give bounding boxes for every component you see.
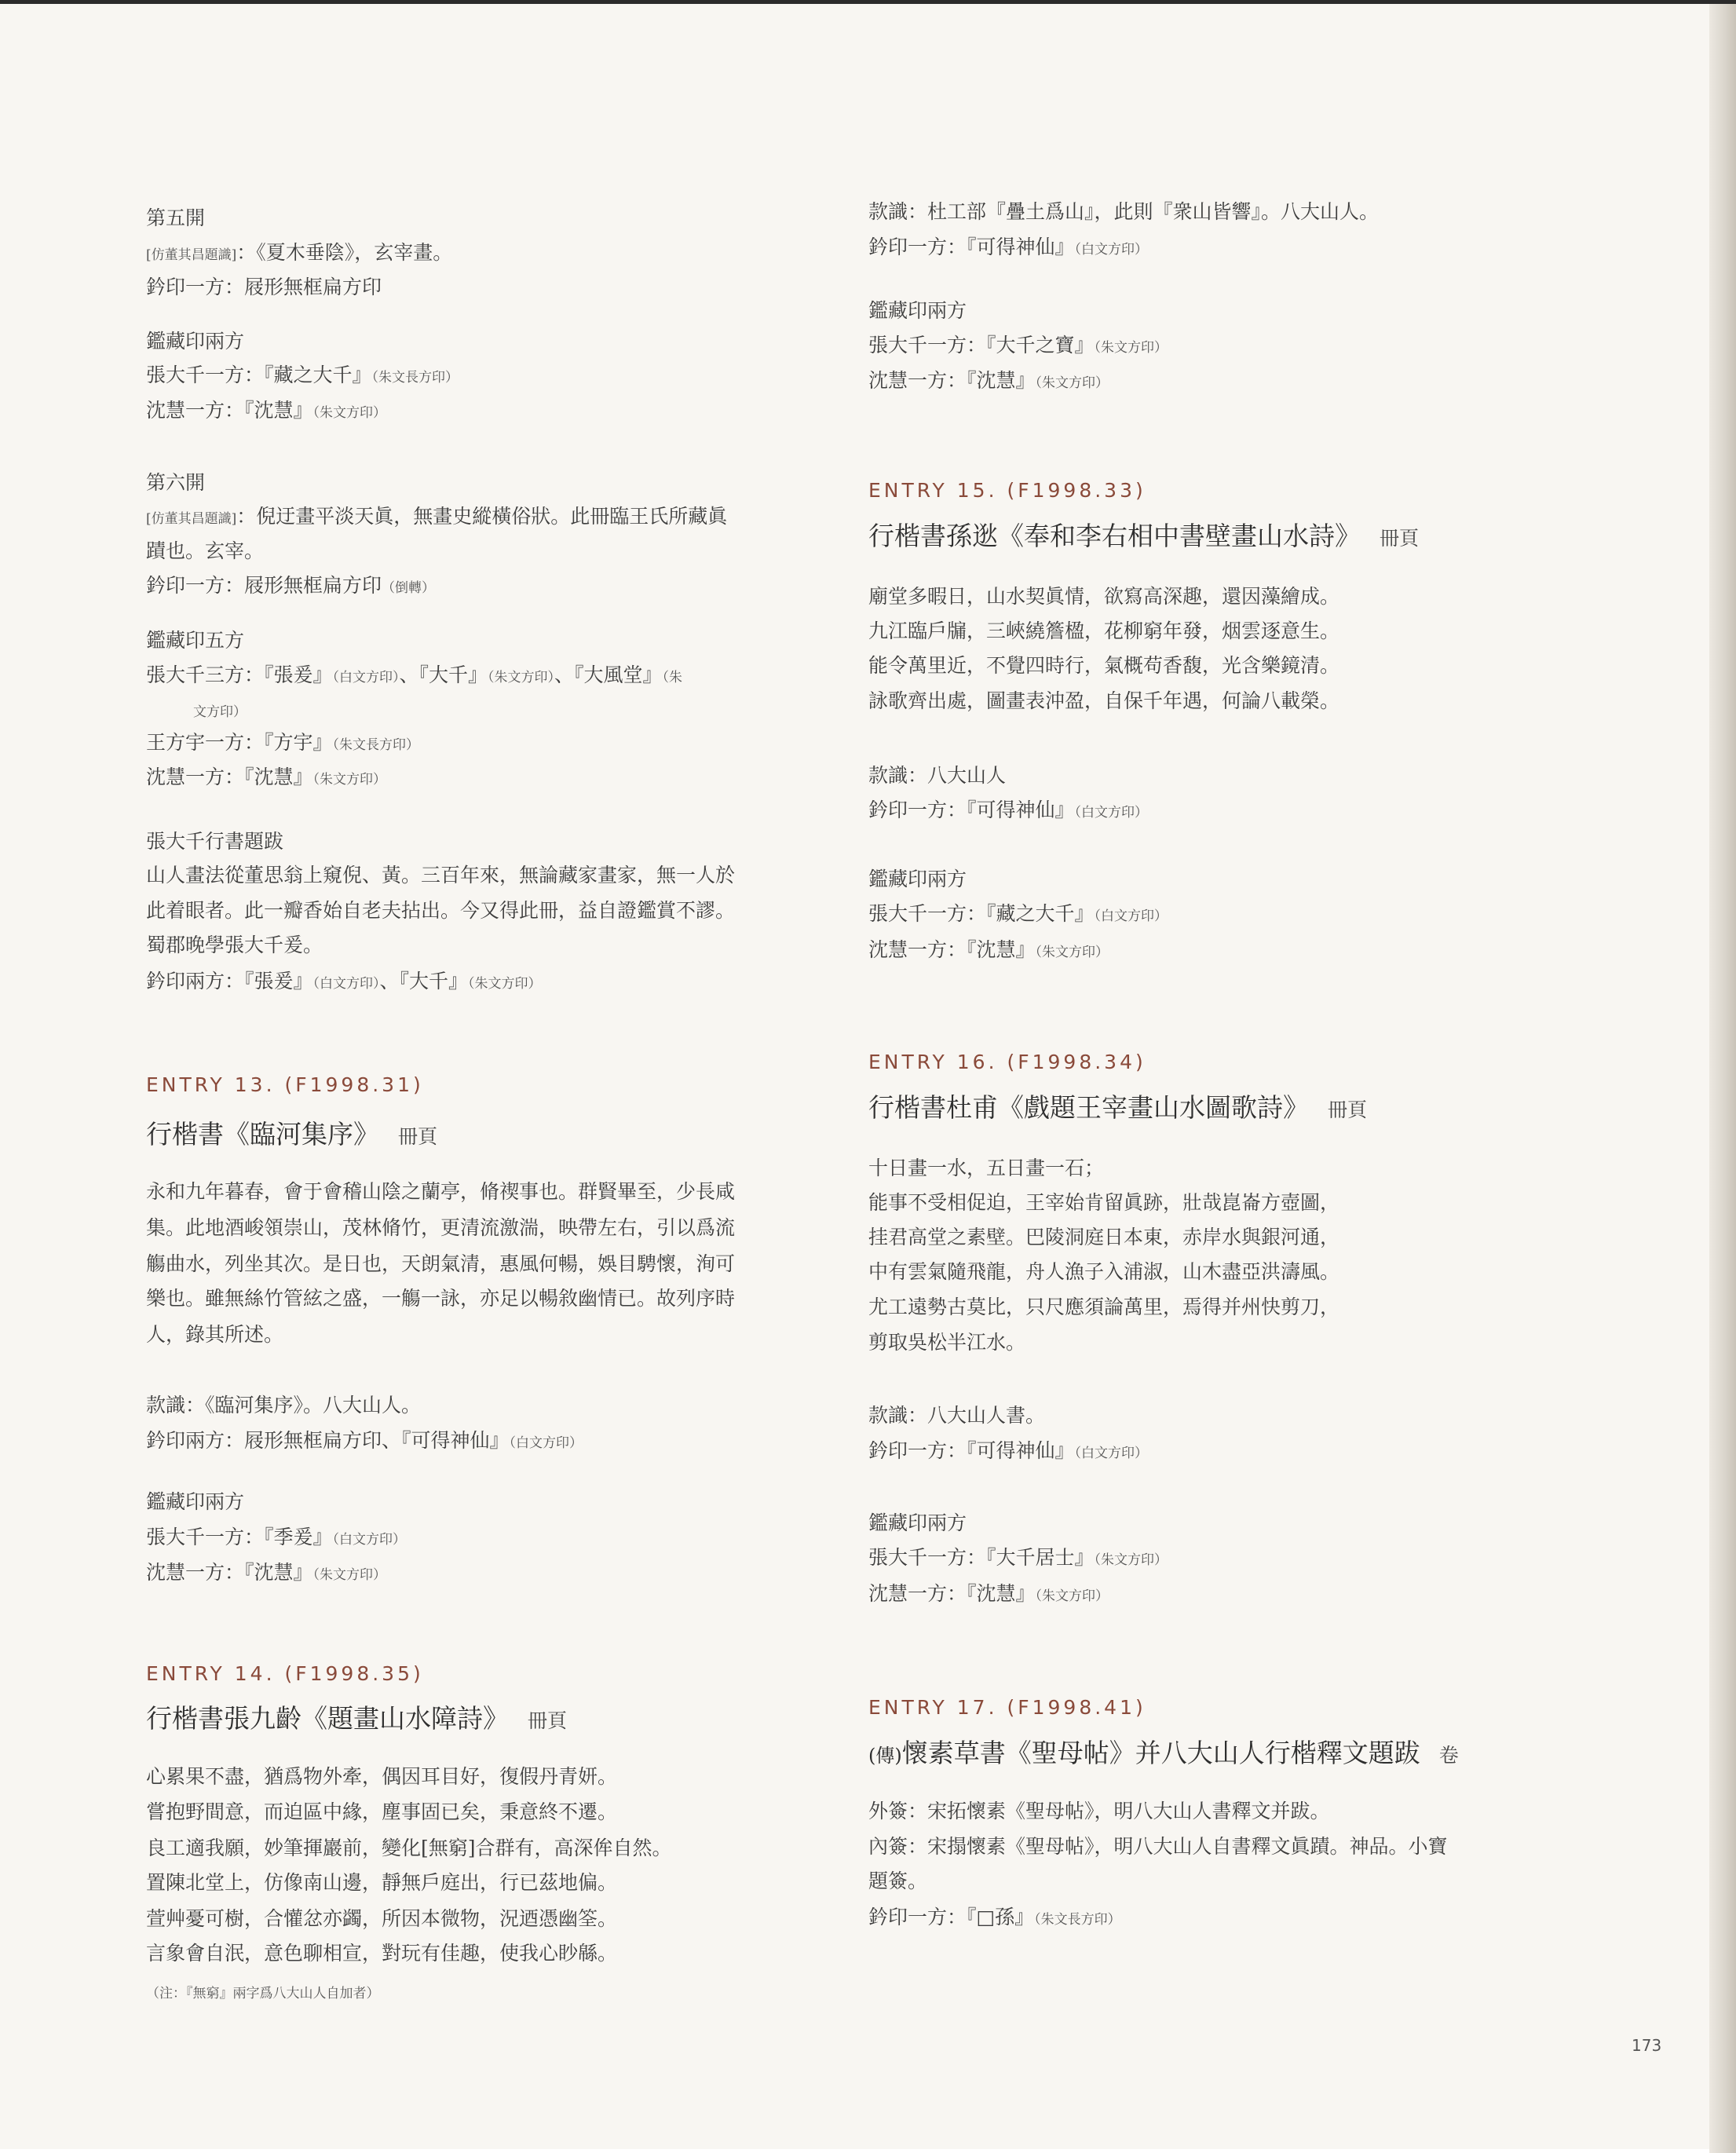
entry15-text-line4: 詠歌齊出處，圖畫表沖盈，自保千年遇，何論八載榮。	[868, 689, 1340, 712]
entry16-zhang-seal: 張大千一方：『大千居士』（朱文方印）	[868, 1546, 1168, 1569]
entry16-text-line4: 中有雲氣隨飛龍，舟人漁子入浦淑，山木盡亞洪濤風。	[868, 1260, 1340, 1283]
entry13-text-line5: 人，錄其所述。	[146, 1323, 284, 1346]
leaf5-collector-heading: 鑑藏印兩方	[146, 330, 245, 353]
entry14-text-line3: 良工適我願，妙筆揮巖前，變化[無窮]合群有，高深侔自然。	[146, 1837, 672, 1859]
leaf6-colophon-seals: 鈐印兩方：『張爰』（白文方印）、『大千』（朱文方印）	[146, 970, 542, 992]
entry17-title: (傳)懷素草書《聖母帖》并八大山人行楷釋文題跋 卷	[868, 1738, 1459, 1768]
entry15-collector-heading: 鑑藏印兩方	[868, 868, 967, 890]
leaf6-colophon-line3: 蜀郡晚學張大千爰。	[146, 934, 323, 956]
entry14-text-line4: 置陳北堂上，仿像南山邊，靜無戶庭出，行已茲地偏。	[146, 1871, 618, 1894]
entry15-signature: 款識：八大山人	[868, 764, 1007, 787]
entry17-inner-label-line2: 題簽。	[868, 1870, 928, 1892]
entry13-text-line1: 永和九年暮春，會于會稽山陰之蘭亭，脩禊事也。群賢畢至，少長咸	[146, 1180, 736, 1203]
cont-seal: 鈐印一方：『可得神仙』（白文方印）	[868, 236, 1149, 258]
entry13-text-line3: 觴曲水，列坐其次。是日也，天朗氣清，惠風何暢，娛目騁懷，洵可	[146, 1252, 736, 1275]
book-spine-shadow	[1709, 4, 1736, 2153]
leaf6-collector-heading: 鑑藏印五方	[146, 629, 245, 652]
entry14-text-line6: 言象會自泯，意色聊相宣，對玩有佳趣，使我心眇緜。	[146, 1942, 618, 1965]
leaf6-colophon-line1: 山人畫法從董思翁上窺倪、黃。三百年來，無論藏家畫家，無一人於	[146, 864, 736, 886]
entry15-heading: ENTRY 15. (F1998.33)	[868, 479, 1146, 502]
entry13-seals: 鈐印兩方：屐形無框扁方印、『可得神仙』（白文方印）	[146, 1429, 583, 1452]
leaf6-shen-seal: 沈慧一方：『沈慧』（朱文方印）	[146, 766, 387, 788]
entry13-text-line4: 樂也。雖無絲竹管絃之盛，一觴一詠，亦足以暢敘幽情已。故列序時	[146, 1287, 736, 1310]
entry16-seal: 鈐印一方：『可得神仙』（白文方印）	[868, 1439, 1149, 1462]
entry16-shen-seal: 沈慧一方：『沈慧』（朱文方印）	[868, 1582, 1109, 1605]
cont-shen-seal: 沈慧一方：『沈慧』（朱文方印）	[868, 369, 1109, 392]
entry16-collector-heading: 鑑藏印兩方	[868, 1511, 967, 1534]
entry14-note: （注：『無窮』兩字爲八大山人自加者）	[146, 1986, 380, 2001]
cont-signature: 款識：杜工部『疊土爲山』，此則『衆山皆響』。八大山人。	[868, 200, 1380, 223]
entry17-seal: 鈐印一方：『□孫』（朱文長方印）	[868, 1906, 1121, 1928]
leaf6-seal: 鈐印一方：屐形無框扁方印（倒轉）	[146, 574, 436, 597]
entry15-shen-seal: 沈慧一方：『沈慧』（朱文方印）	[868, 938, 1109, 961]
leaf6-zhang-seals-cont: 文方印）	[193, 704, 247, 720]
entry16-signature: 款識：八大山人書。	[868, 1404, 1046, 1427]
entry17-inner-label-line1: 內簽：宋搨懷素《聖母帖》，明八大山人自書釋文眞蹟。神品。小寶	[868, 1835, 1448, 1858]
leaf6-colophon-heading: 張大千行書題跋	[146, 830, 284, 853]
entry16-text-line2: 能事不受相促迫，王宰始肯留眞跡，壯哉崑崙方壺圖，	[868, 1191, 1340, 1214]
cont-zhang-seal: 張大千一方：『大千之寶』（朱文方印）	[868, 334, 1168, 356]
entry13-title: 行楷書《臨河集序》 冊頁	[146, 1119, 438, 1150]
entry13-collector-heading: 鑑藏印兩方	[146, 1490, 245, 1513]
leaf5-shen-seal: 沈慧一方：『沈慧』（朱文方印）	[146, 399, 387, 422]
leaf5-heading: 第五開	[146, 207, 206, 229]
entry13-text-line2: 集。此地酒峻領崇山，茂林脩竹，更清流激湍，映帶左右，引以爲流	[146, 1216, 736, 1239]
entry15-seal: 鈐印一方：『可得神仙』（白文方印）	[868, 799, 1149, 821]
entry15-title: 行楷書孫逖《奉和李右相中書壁畫山水詩》 冊頁	[868, 521, 1420, 551]
leaf5-inscription: [仿董其昌題識]：《夏木垂陰》，玄宰畫。	[146, 241, 453, 264]
entry16-text-line3: 挂君高堂之素壁。巴陵洞庭日本東，赤岸水與銀河通，	[868, 1226, 1340, 1248]
entry16-heading: ENTRY 16. (F1998.34)	[868, 1051, 1146, 1073]
entry14-title: 行楷書張九齡《題畫山水障詩》 冊頁	[146, 1703, 568, 1734]
entry14-text-line1: 心累果不盡，猶爲物外牽，偶因耳目好，復假丹青妍。	[146, 1765, 618, 1788]
entry13-signature: 款識：《臨河集序》。八大山人。	[146, 1394, 422, 1416]
page-number: 173	[1632, 2036, 1662, 2055]
entry16-text-line5: 尤工遠勢古莫比，只尺應須論萬里，焉得并州快剪刀，	[868, 1296, 1340, 1318]
leaf5-seal: 鈐印一方：屐形無框扁方印	[146, 276, 382, 298]
entry13-heading: ENTRY 13. (F1998.31)	[146, 1073, 424, 1096]
entry14-text-line5: 萱艸憂可樹，合懽忿亦蠲，所因本微物，況迺憑幽筌。	[146, 1907, 618, 1930]
entry15-zhang-seal: 張大千一方：『藏之大千』（白文方印）	[868, 902, 1168, 925]
entry16-text-line1: 十日畫一水，五日畫一石；	[868, 1157, 1105, 1179]
leaf6-inscription-line2: 蹟也。玄宰。	[146, 539, 265, 562]
cont-collector-heading: 鑑藏印兩方	[868, 299, 967, 322]
leaf6-wang-seal: 王方宇一方：『方宇』（朱文長方印）	[146, 731, 420, 754]
entry17-heading: ENTRY 17. (F1998.41)	[868, 1696, 1146, 1719]
leaf6-zhang-seals: 張大千三方：『張爰』（白文方印）、『大千』（朱文方印）、『大風堂』（朱	[146, 663, 683, 686]
leaf6-inscription: [仿董其昌題識]：倪迂畫平淡天眞，無畫史縱橫俗狀。此冊臨王氏所藏眞	[146, 505, 728, 528]
leaf6-colophon-line2: 此着眼者。此一瓣香始自老夫拈出。今又得此冊，益自證鑑賞不謬。	[146, 899, 736, 922]
entry13-zhang-seal: 張大千一方：『季爰』（白文方印）	[146, 1526, 407, 1548]
entry15-text-line3: 能令萬里近，不覺四時行，氣概苟香馥，光含樂鏡清。	[868, 654, 1340, 677]
entry14-heading: ENTRY 14. (F1998.35)	[146, 1662, 424, 1685]
leaf5-zhang-seal: 張大千一方：『藏之大千』（朱文長方印）	[146, 364, 459, 386]
entry16-title: 行楷書杜甫《戲題王宰畫山水圖歌詩》 冊頁	[868, 1092, 1368, 1123]
entry15-text-line1: 廟堂多暇日，山水契眞情，欲寫高深趣，還因藻繪成。	[868, 585, 1340, 608]
entry17-outer-label: 外簽：宋拓懷素《聖母帖》，明八大山人書釋文并跋。	[868, 1800, 1330, 1822]
entry14-text-line2: 嘗抱野間意，而迫區中緣，塵事固已矣，秉意終不遷。	[146, 1800, 618, 1823]
entry13-shen-seal: 沈慧一方：『沈慧』（朱文方印）	[146, 1561, 387, 1584]
leaf6-heading: 第六開	[146, 471, 206, 494]
entry15-text-line2: 九江臨戶牖，三峽繞簷楹，花柳窮年發，烟雲逐意生。	[868, 620, 1340, 642]
entry16-text-line6: 剪取吳松半江水。	[868, 1331, 1026, 1354]
